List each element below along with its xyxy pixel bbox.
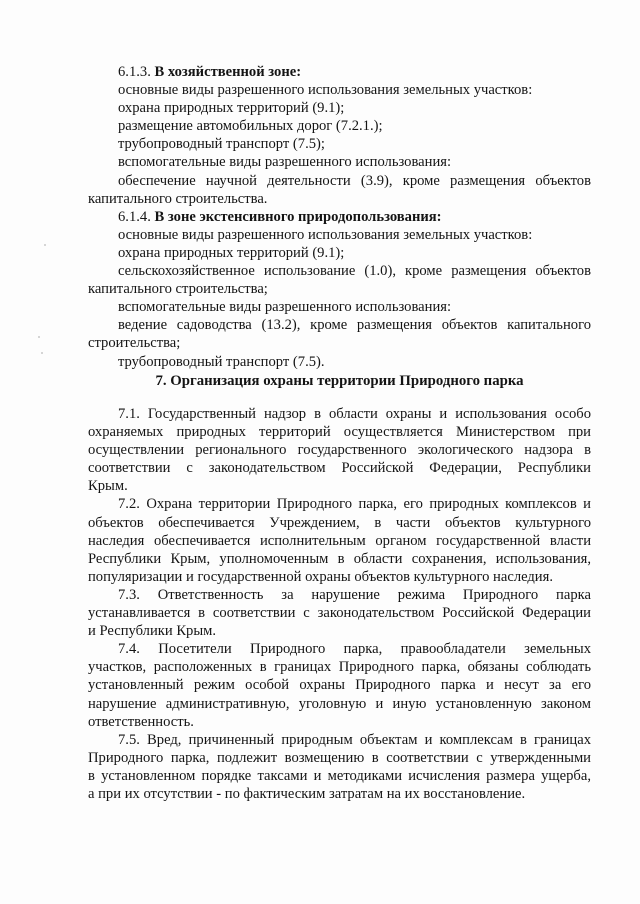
paragraph-line: наследия обеспечивается исполнительным органом государственной власти	[88, 532, 591, 549]
section-body	[88, 405, 591, 803]
paragraph-line: а при их отсутствии - по фактическим затратам на их восстановление.	[88, 785, 526, 802]
zone-line: строительства;	[88, 335, 181, 352]
zone-number: 6.1.4.	[118, 208, 151, 225]
paragraph-7-2	[88, 495, 591, 585]
zone-line: основные виды разрешенного использования земельных участков:	[118, 226, 533, 243]
zone-line: ведение садоводства (13.2), кроме размещения объектов капитального	[118, 317, 591, 334]
paragraph-line: 7.3. Ответственность за нарушение режима Природного парка	[118, 586, 591, 603]
paragraph-line: нарушение административную, уголовную и иную установленную законом	[88, 695, 591, 712]
zone-line: вспомогательные виды разрешенного использования:	[118, 299, 452, 316]
paragraph-line: охраняемых природных территорий осуществляется Министерством при	[88, 424, 591, 441]
zone-line: трубопроводный транспорт (7.5);	[118, 136, 325, 153]
paragraph-line: популяризации и государственной охраны объектов культурного наследия.	[88, 568, 553, 585]
zone-line: капитального строительства.	[88, 190, 268, 207]
scan-speck	[38, 336, 40, 338]
zone-line: капитального строительства;	[88, 281, 268, 298]
paragraph-line: и Республики Крым.	[88, 623, 217, 640]
paragraph-7-3	[88, 586, 591, 640]
zone-line: охрана природных территорий (9.1);	[118, 244, 345, 261]
paragraph-line: ответственность.	[88, 713, 194, 730]
paragraph-line: Крым.	[88, 478, 128, 495]
paragraph-line: соответствии с законодательством Российской Федерации, Республики	[88, 460, 591, 477]
paragraph-line: 7.2. Охрана территории Природного парка, его природных комплексов и	[118, 496, 591, 513]
paragraph-7-5	[88, 731, 591, 803]
scan-speck	[44, 244, 46, 246]
paragraph-7-1	[88, 405, 591, 495]
paragraph-line: Республики Крым, уполномоченным в области сохранения, использования,	[88, 550, 591, 567]
zone-heading-6-1-4	[88, 208, 591, 226]
zones-list	[88, 63, 591, 371]
zone-title: В зоне экстенсивного природопользования:	[154, 208, 442, 225]
paragraph-line: устанавливается в соответствии с законодательством Российской Федерации	[88, 605, 591, 622]
zone-number: 6.1.3.	[118, 64, 151, 80]
zone-line: трубопроводный транспорт (7.5).	[118, 353, 325, 370]
zone-line: обеспечение научной деятельности (3.9), кроме размещения объектов	[118, 172, 591, 189]
paragraph-line: 7.1. Государственный надзор в области охраны и использования особо	[118, 406, 591, 422]
paragraph-line: установленный режим особой охраны Природного парка и несут за его	[88, 677, 591, 694]
zone-line: охрана природных территорий (9.1);	[118, 100, 345, 117]
paragraph-line: объектов обеспечивается Учреждением, в части объектов культурного	[88, 514, 591, 531]
zone-line: сельскохозяйственное использование (1.0), кроме размещения объектов	[118, 263, 591, 280]
zone-line: вспомогательные виды разрешенного использования:	[118, 154, 452, 171]
section-title: 7. Организация охраны территории Природного парка	[155, 373, 524, 389]
paragraph-line: участков, расположенных в границах Природного парка, обязаны соблюдать	[88, 659, 591, 676]
zone-title: В хозяйственной зоне:	[154, 64, 302, 80]
zone-heading-6-1-3	[88, 63, 591, 81]
paragraph-line: Природного парка, подлежит возмещению в соответствии с утвержденными	[88, 749, 591, 766]
zone-line: основные виды разрешенного использования земельных участков:	[118, 82, 533, 99]
paragraph-line: 7.4. Посетители Природного парка, правообладатели земельных	[118, 641, 591, 658]
paragraph-line: в установленном порядке таксами и методиками исчисления размера ущерба,	[88, 767, 591, 784]
zone-line: размещение автомобильных дорог (7.2.1.);	[118, 118, 383, 135]
paragraph-line: осуществлении регионального государственного экологического надзора в	[88, 442, 591, 459]
paragraph-7-4	[88, 640, 591, 730]
scan-speck	[41, 352, 43, 354]
paragraph-line: 7.5. Вред, причиненный природным объектам и комплексам в границах	[118, 731, 591, 748]
